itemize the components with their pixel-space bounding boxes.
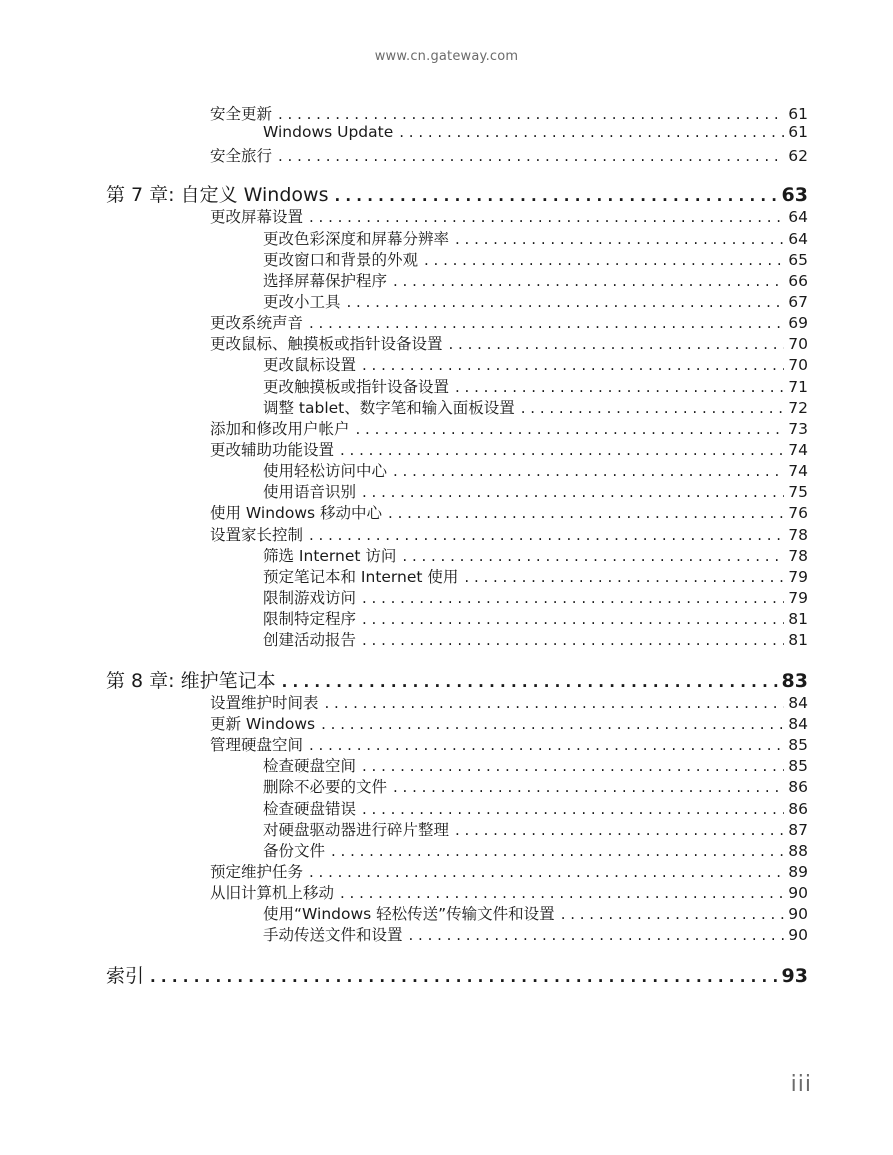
toc-chapter-title: 第 7 章: 自定义 Windows [106, 184, 329, 206]
toc-entry-page: 90 [788, 884, 808, 902]
toc-entry-page: 64 [788, 208, 808, 226]
leader-dots [309, 207, 784, 227]
toc-entry[interactable] [263, 756, 808, 776]
leader-dots [150, 965, 778, 989]
toc-entry[interactable] [210, 146, 808, 166]
toc-entry-page: 62 [788, 147, 808, 165]
toc-entry[interactable] [210, 503, 808, 523]
toc-entry-page: 84 [788, 694, 808, 712]
toc-entry-page: 89 [788, 863, 808, 881]
toc-entry-page: 71 [788, 378, 808, 396]
toc-entry-page: 66 [788, 272, 808, 290]
leader-dots [393, 461, 784, 481]
leader-dots [455, 377, 784, 397]
toc-entry[interactable] [263, 292, 808, 312]
toc-entry[interactable] [263, 398, 808, 418]
toc-entry-title: 删除不必要的文件 [263, 778, 388, 796]
toc-entry-page: 87 [788, 821, 808, 839]
leader-dots [561, 904, 785, 924]
leader-dots [362, 756, 784, 776]
leader-dots [340, 440, 784, 460]
toc-entry[interactable] [210, 207, 808, 227]
toc-entry-page: 74 [788, 441, 808, 459]
toc-entry[interactable] [210, 862, 808, 882]
toc-entry-page: 70 [788, 356, 808, 374]
toc-entry[interactable] [210, 440, 808, 460]
toc-entry-page: 72 [788, 399, 808, 417]
toc-chapter-title: 索引 [106, 965, 145, 987]
leader-dots [362, 630, 784, 650]
toc-entry-title: 更改鼠标、触摸板或指针设备设置 [210, 335, 443, 353]
toc-entry-title: Windows Update [263, 123, 394, 141]
toc-entry-page: 70 [788, 335, 808, 353]
leader-dots [388, 503, 784, 523]
leader-dots [325, 693, 785, 713]
toc-entry-title: 添加和修改用户帐户 [210, 420, 350, 438]
toc-entry-title: 更改色彩深度和屏幕分辨率 [263, 230, 450, 248]
toc-entry-title: 更改小工具 [263, 293, 341, 311]
leader-dots [393, 777, 784, 797]
leader-dots [331, 841, 784, 861]
toc-entry-title: 预定维护任务 [210, 863, 304, 881]
leader-dots [362, 355, 784, 375]
toc-entry-title: 对硬盘驱动器进行碎片整理 [263, 821, 450, 839]
toc-entry-page: 90 [788, 926, 808, 944]
toc-entry[interactable] [210, 313, 808, 333]
toc-entry-page: 74 [788, 462, 808, 480]
leader-dots [455, 229, 784, 249]
toc-entry[interactable] [263, 355, 808, 375]
leader-dots [278, 146, 784, 166]
toc-entry-page: 61 [788, 105, 808, 123]
toc-entry[interactable] [210, 334, 808, 354]
toc-entry[interactable] [263, 229, 808, 249]
leader-dots [393, 271, 784, 291]
toc-entry[interactable] [263, 461, 808, 481]
leader-dots [321, 714, 784, 734]
toc-entry-title: 更改鼠标设置 [263, 356, 357, 374]
header-url: www.cn.gateway.com [374, 49, 519, 64]
toc-entry-title: 使用轻松访问中心 [263, 462, 388, 480]
toc-entry-title: 检查硬盘错误 [263, 800, 357, 818]
toc-chapter-page: 63 [781, 184, 808, 206]
toc-entry[interactable] [210, 735, 808, 755]
toc-entry-page: 73 [788, 420, 808, 438]
toc-entry-title: 使用语音识别 [263, 483, 357, 501]
toc-entry[interactable] [263, 904, 808, 924]
toc-chapter-8[interactable] [106, 669, 808, 694]
toc-entry-title: 更改窗口和背景的外观 [263, 251, 419, 269]
toc-entry-title: 更新 Windows [210, 715, 316, 733]
toc-entry[interactable] [210, 419, 808, 439]
toc-entry-title: 筛选 Internet 访问 [263, 547, 397, 565]
leader-dots [455, 820, 784, 840]
toc-entry-title: 选择屏幕保护程序 [263, 272, 388, 290]
toc-entry[interactable] [210, 883, 808, 903]
toc-entry-page: 79 [788, 568, 808, 586]
leader-dots [402, 546, 784, 566]
toc-entry[interactable] [263, 482, 808, 502]
toc-entry-title: 更改系统声音 [210, 314, 304, 332]
toc-entry[interactable] [263, 588, 808, 608]
toc-entry-title: 从旧计算机上移动 [210, 884, 335, 902]
toc-entry-title: 管理硬盘空间 [210, 736, 304, 754]
leader-dots [309, 313, 784, 333]
toc-entry-page: 78 [788, 547, 808, 565]
leader-dots [362, 799, 784, 819]
toc-entry-title: 预定笔记本和 Internet 使用 [263, 568, 459, 586]
leader-dots [347, 292, 785, 312]
leader-dots [309, 735, 784, 755]
toc-entry-title: 手动传送文件和设置 [263, 926, 403, 944]
toc-entry[interactable] [263, 567, 808, 587]
toc-chapter-title: 第 8 章: 维护笔记本 [106, 670, 276, 692]
toc-entry[interactable] [263, 122, 808, 142]
toc-entry[interactable] [210, 104, 808, 124]
toc-entry-page: 81 [788, 631, 808, 649]
toc-entry[interactable] [263, 250, 808, 270]
toc-entry-title: 调整 tablet、数字笔和输入面板设置 [263, 399, 515, 417]
toc-entry[interactable] [263, 820, 808, 840]
leader-dots [340, 883, 784, 903]
leader-dots [409, 925, 785, 945]
toc-chapter-page: 83 [781, 670, 808, 692]
toc-entry-page: 84 [788, 715, 808, 733]
toc-entry-title: 更改屏幕设置 [210, 208, 304, 226]
toc-entry-page: 67 [788, 293, 808, 311]
toc-entry-page: 88 [788, 842, 808, 860]
leader-dots [309, 862, 784, 882]
leader-dots [334, 184, 777, 208]
toc-entry-page: 61 [788, 123, 808, 141]
toc-entry[interactable] [263, 841, 808, 861]
toc-entry[interactable] [210, 693, 808, 713]
toc-entry-page: 85 [788, 757, 808, 775]
leader-dots [399, 122, 784, 142]
toc-chapter-7[interactable] [106, 183, 808, 208]
toc-entry[interactable] [263, 799, 808, 819]
toc-entry-page: 75 [788, 483, 808, 501]
page-number: iii [790, 1072, 812, 1097]
toc-entry-page: 64 [788, 230, 808, 248]
toc-entry-title: 限制特定程序 [263, 610, 357, 628]
leader-dots [362, 609, 784, 629]
leader-dots [356, 419, 785, 439]
toc-entry-page: 69 [788, 314, 808, 332]
toc-entry-title: 备份文件 [263, 842, 326, 860]
toc-entry-page: 90 [788, 905, 808, 923]
leader-dots [464, 567, 784, 587]
leader-dots [309, 525, 784, 545]
toc-entry-page: 86 [788, 800, 808, 818]
toc-entry-title: 设置维护时间表 [210, 694, 319, 712]
toc-entry[interactable] [263, 271, 808, 291]
toc-entry[interactable] [210, 714, 808, 734]
toc-entry[interactable] [263, 630, 808, 650]
toc-entry[interactable] [263, 777, 808, 797]
toc-index[interactable] [106, 964, 808, 989]
toc-entry-title: 安全旅行 [210, 147, 273, 165]
toc-entry-title: 使用“Windows 轻松传送”传输文件和设置 [263, 905, 555, 923]
toc-entry[interactable] [210, 525, 808, 545]
leader-dots [449, 334, 785, 354]
leader-dots [424, 250, 784, 270]
toc-entry-title: 创建活动报告 [263, 631, 357, 649]
leader-dots [521, 398, 785, 418]
toc-entry-page: 76 [788, 504, 808, 522]
toc-chapter-page: 93 [781, 965, 808, 987]
toc-entry-title: 安全更新 [210, 105, 273, 123]
toc-entry-page: 78 [788, 526, 808, 544]
toc-entry-page: 85 [788, 736, 808, 754]
toc-entry-title: 使用 Windows 移动中心 [210, 504, 383, 522]
toc-entry[interactable] [263, 546, 808, 566]
leader-dots [362, 588, 784, 608]
leader-dots [362, 482, 784, 502]
toc-entry-page: 81 [788, 610, 808, 628]
toc-entry-page: 65 [788, 251, 808, 269]
toc-entry-page: 79 [788, 589, 808, 607]
leader-dots [278, 104, 784, 124]
toc-entry[interactable] [263, 925, 808, 945]
toc-entry[interactable] [263, 609, 808, 629]
toc-entry-title: 设置家长控制 [210, 526, 304, 544]
toc-entry-title: 检查硬盘空间 [263, 757, 357, 775]
toc-entry-title: 更改触摸板或指针设备设置 [263, 378, 450, 396]
toc-entry-title: 更改辅助功能设置 [210, 441, 335, 459]
toc-entry-title: 限制游戏访问 [263, 589, 357, 607]
toc-entry-page: 86 [788, 778, 808, 796]
leader-dots [282, 670, 778, 694]
toc-entry[interactable] [263, 377, 808, 397]
